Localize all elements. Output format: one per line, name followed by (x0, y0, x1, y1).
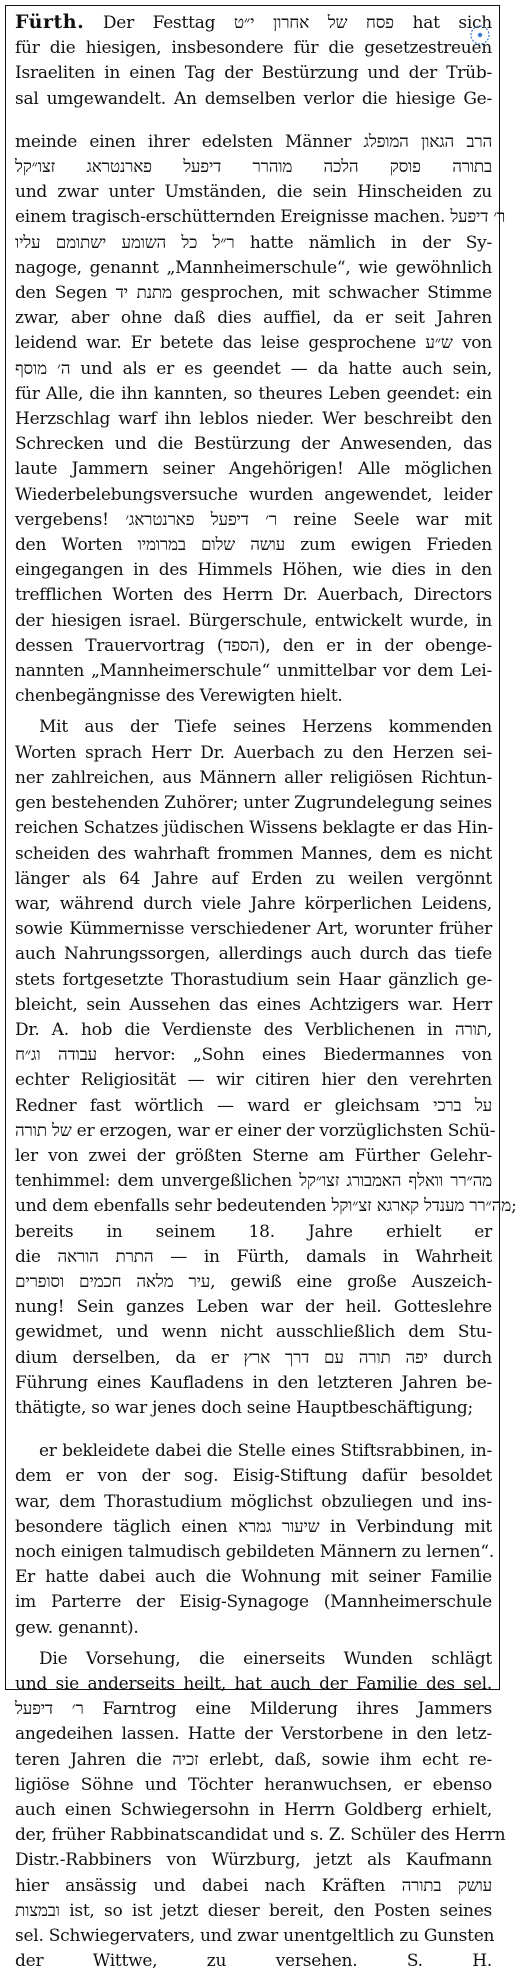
text-line: dium derselben, da er יפה תורה עם דרך ארץ durch (15, 1347, 492, 1368)
text-line: tenhimmel: dem unvergeßlichen מה״רר וואלף האמבורג זצו״קל (15, 1171, 493, 1192)
text-line: ligiöse Söhne und Töchter heranwuchsen, er ebenso (15, 1774, 492, 1795)
text-line: עבודה וג״ח hervor: „Sohn eines Biedermannes von (15, 1045, 492, 1066)
text-line: gew. genannt). (15, 1617, 139, 1638)
text-line: ר״ל כל השומע ישתומם עליו hatte nämlich in der Sy- (15, 232, 493, 253)
text-line: dem er von der sog. Eisig-Stiftung dafür besoldet (15, 1466, 492, 1487)
text-line: ler von zwei der größten Sterne am Fürther Gelehr- (15, 1145, 492, 1166)
section-death-account (15, 130, 506, 710)
text-line: noch einigen talmudisch gebildeten Männern zu lernen“. (15, 1541, 494, 1562)
text-line: Mit aus der Tiefe seines Herzens kommenden (39, 717, 492, 738)
text-fragment: der Wittwe, zu versehen. (15, 1951, 358, 1972)
text-line: und zwar unter Umständen, die sein Hinscheiden zu (15, 182, 492, 203)
text-line: scheiden des wahrhaft frommen Mannes, dem es nicht (15, 843, 492, 864)
text-line: die התרת הוראה — in Fürth, damals in Wahrheit (15, 1246, 492, 1267)
text-line: einem tragisch-erschütternden Ereignisse machen. ר׳ דיפעל (15, 207, 506, 228)
text-line: nung! Sein ganzes Leben war der heil. Gotteslehre (15, 1297, 492, 1318)
text-line: im Parterre der Eisig-Synagoge (Mannheimerschule (15, 1592, 492, 1613)
text-line: Er hatte dabei auch die Wohnung mit seiner Familie (15, 1567, 492, 1588)
text-line: nagoge, genannt „Mannheimerschule“, wie gewöhnlich (15, 257, 492, 278)
text-line: besondere täglich einen שיעור גמרא in Verbindung mit (15, 1516, 492, 1537)
text-line: reichen Schatzes jüdischen Wissens beklagte er das Hin- (15, 818, 494, 839)
text-line: laute Jammern seiner Angehörigen! Alle möglichen (15, 459, 492, 480)
newspaper-clipping (5, 5, 517, 1972)
author-signature: S. H. (406, 1951, 493, 1972)
text-line: ner zahlreichen, aus Männern aller religiösen Richtun- (15, 767, 492, 788)
text-line: thätigte, so war jenes doch seine Hauptbeschäftigung; (15, 1397, 474, 1418)
text-line: בתורה פוסק הלכה מוהרר דיפעל פארנטראג זצו״קל (15, 157, 492, 178)
library-stamp-icon (469, 24, 491, 46)
text-line: länger als 64 Jahre auf Erden zu weilen vergönnt (15, 868, 492, 889)
text-line: ה׳ מוסף und als er es geendet — da hatte auch sein, (15, 358, 493, 379)
text-line: של תורה er erzogen, war er einer der vorzüglichsten Schü- (15, 1120, 496, 1141)
text-line: auch Nahrungssorgen, allerdings auch durch das tiefe (15, 944, 492, 965)
text-line: Dr. A. hob die Verdienste des Verblichenen in תורה, (15, 1019, 492, 1040)
text-line: teren Jahren die זכיה erlebt, daß, sowie ihm echt re- (15, 1749, 492, 1770)
text-line: angedeihen lassen. Hatte der Verstorbene in den letz- (15, 1724, 492, 1745)
section-stiftsrabbiner (15, 1439, 492, 1641)
section-eulogy (15, 715, 517, 1421)
text-line: hier ansässig und dabei nach Kräften עושק בתורה (15, 1875, 492, 1896)
text-line: Distr.-Rabbiners von Würzburg, jetzt als Kaufmann (15, 1850, 492, 1871)
text-line: sel. Schwiegervaters, und zwar unentgeltlich zu Gunsten (15, 1926, 495, 1947)
text-line: Schrecken und die Bestürzung der Anwesenden, das (15, 434, 492, 455)
text-line: gen bestehenden Zuhörer; unter Zugrundelegung seines (15, 793, 492, 814)
text-line: Redner fast wörtlich — ward er gleichsam על ברכי (15, 1095, 492, 1116)
text-line: Wiederbelebungsversuche wurden angewendet, leider (15, 484, 492, 505)
text-line: leidend war. Er betete das leise gesprochene ש״ע von (15, 333, 492, 354)
intro-line: sal umgewandelt. An demselben verlor die hiesige Ge- (15, 88, 492, 109)
intro-line-1 (15, 10, 492, 36)
text-line: Herzschlag warf ihn leblos nieder. Wer beschreibt den (15, 409, 492, 430)
text-line: Worten sprach Herr Dr. Auerbach zu den Herzen sei- (15, 742, 492, 763)
text-line: er bekleidete dabei die Stelle eines Stiftsrabbinen, in- (39, 1441, 492, 1462)
text-line: war, dem Thorastudium möglichst obzuliegen und ins- (15, 1491, 492, 1512)
text-line: meinde einen ihrer edelsten Männer הרב הגאון המופלג (15, 131, 492, 152)
text-line: bleicht, sein Aussehen das eines Achtzigers war. Herr (15, 994, 492, 1015)
text-line: den Worten עושה שלום במרומיו zum ewigen Frieden (15, 535, 492, 556)
text-line: stets fortgesetzte Thorastudium sein Haar gänzlich ge- (15, 969, 492, 990)
text-line: bereits in seinem 18. Jahre erhielt er (15, 1221, 492, 1242)
text-line: nannten „Mannheimerschule“ unmittelbar vor dem Lei- (15, 661, 492, 682)
section-gap (15, 1421, 492, 1439)
text-line: dessen Trauervortrag (הספד), den er in der obenge- (15, 635, 492, 656)
text-line: ר׳ דיפעל Farntrog eine Milderung ihres Jammers (15, 1699, 493, 1720)
text-line: zwar, aber ohne daß dies auffiel, da er seit Jahren (15, 308, 492, 329)
text-line: sowie Kümmernisse verschiedener Art, worunter früher (15, 919, 492, 940)
text-line: der hiesigen israel. Bürgerschule, entwickelt wurde, in (15, 610, 492, 631)
text-line: auch einen Schwiegersohn in Herrn Goldberg erhielt, (15, 1800, 492, 1821)
text-line: ובמצות ist, so ist jetzt dieser bereit, den Posten seines (15, 1900, 492, 1921)
text-line: und dem ebenfalls sehr bedeutenden מה״רר מענדל קארגא זצ״וקל; (15, 1196, 517, 1217)
text-line: für Alle, die ihn kannten, so theures Leben geendet: ein (15, 383, 492, 404)
section-gap (15, 112, 492, 130)
text-line: gewidmet, und wenn nicht ausschließlich dem Stu- (15, 1322, 492, 1343)
text-line: und sie anderseits heilt, hat auch der Familie des sel. (15, 1674, 492, 1694)
text-line: eingegangen in des Himmels Höhen, wie dies in den (15, 560, 492, 581)
text-line: trefflichen Worten des Herrn Dr. Auerbach, Directors (15, 585, 492, 606)
text-line: war, während durch viele Jahre körperlichen Leidens, (15, 893, 492, 914)
headword: Fürth. (15, 11, 85, 33)
intro-paragraph (15, 10, 492, 112)
text-line: vergebens! ר׳ דיפעל פארנטראג׳ reine Seele war mit (15, 509, 493, 530)
text-line: echter Religiosität — wir citiren hier den verehrten (15, 1070, 492, 1091)
text-line: עיר מלאה חכמים וסופרים, gewiß eine große Auszeich- (15, 1271, 493, 1292)
text-line: chenbegängnisse des Verewigten hielt. (15, 686, 343, 707)
intro-line: für die hiesigen, insbesondere für die gesetzestreuen (15, 38, 492, 59)
intro-text: Der Festtag פסח של אחרון י״ט hat sich (102, 13, 492, 33)
intro-line: Israeliten in einen Tag der Bestürzung und der Trüb- (15, 63, 492, 84)
text-line (15, 1949, 492, 1974)
text-line: Führung eines Kaufladens in den letzteren Jahren be- (15, 1372, 492, 1393)
text-line: Die Vorsehung, die einerseits Wunden schlägt (39, 1648, 492, 1669)
text-line: den Segen מתנת יד gesprochen, mit schwacher Stimme (15, 283, 492, 304)
section-successor (15, 1647, 506, 1974)
text-line: der, früher Rabbinatscandidat und s. Z. Schüler des Herrn (15, 1825, 506, 1846)
